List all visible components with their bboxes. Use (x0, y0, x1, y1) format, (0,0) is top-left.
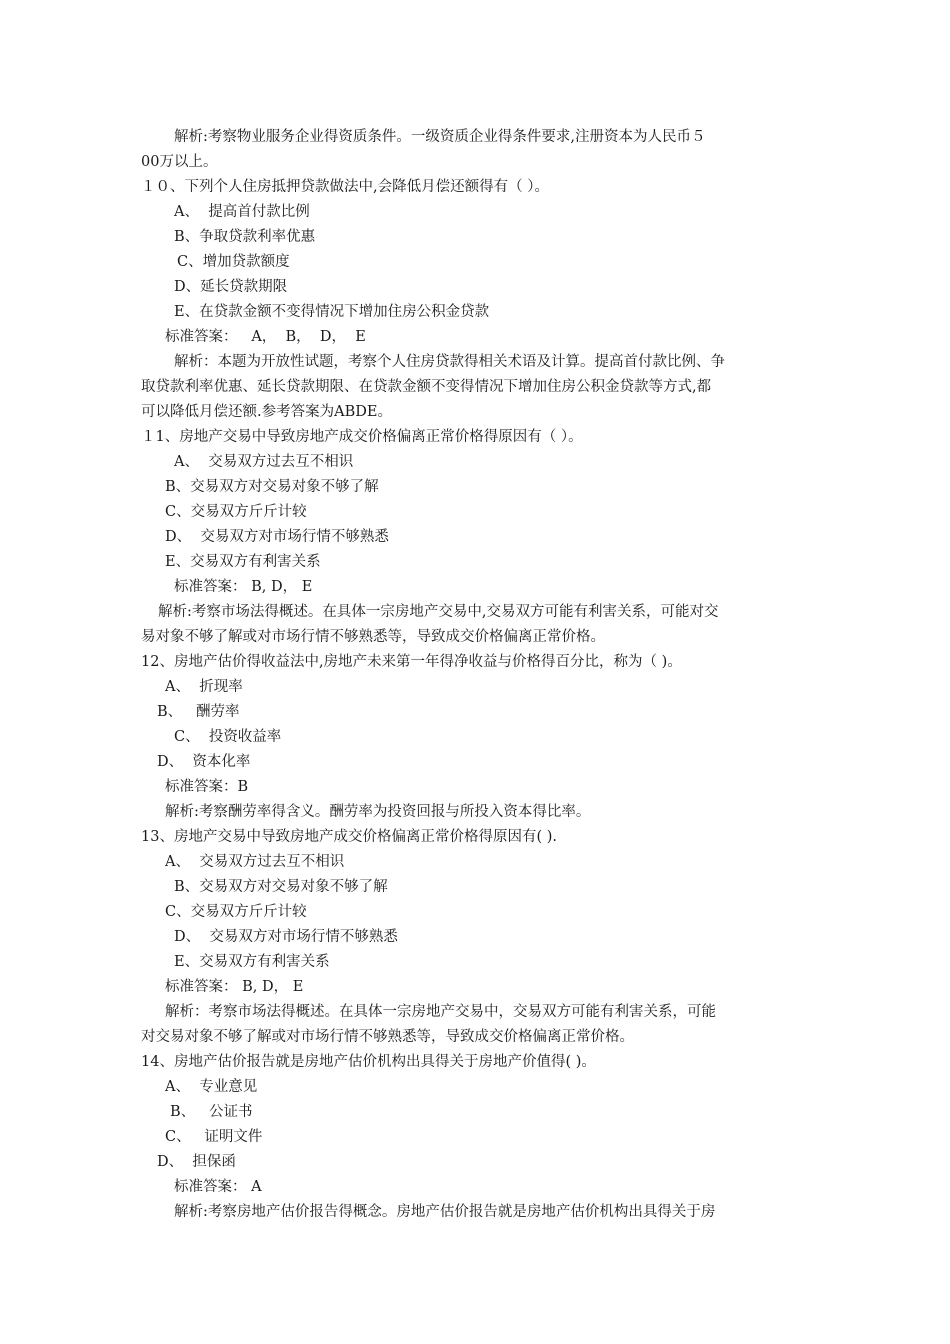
option-line: A、 专业意见 (165, 1079, 258, 1095)
standard-answer: 标准答案： A (174, 1179, 262, 1195)
option-line: B、交易双方对交易对象不够了解 (165, 479, 379, 495)
analysis-line: 解析:考察物业服务企业得资质条件。一级资质企业得条件要求,注册资本为人民币５ (174, 129, 706, 145)
analysis-line: 易对象不够了解或对市场行情不够熟悉等，导致成交价格偏离正常价格。 (141, 629, 605, 645)
standard-answer: 标准答案： B, D， E (165, 979, 304, 995)
option-line: A、 折现率 (165, 679, 243, 695)
option-line: D、 资本化率 (157, 754, 251, 770)
option-line: B、交易双方对交易对象不够了解 (174, 879, 388, 895)
question-10-title: １０、下列个人住房抵押贷款做法中,会降低月偿还额得有（ ）。 (141, 179, 549, 195)
question-11-title: １1、房地产交易中导致房地产成交价格偏离正常价格得原因有（ ）。 (141, 429, 583, 445)
analysis-line: 解析：本题为开放性试题，考察个人住房贷款得相关术语及计算。提高首付款比例、争 (174, 354, 725, 370)
option-line: A、 提高首付款比例 (174, 204, 310, 220)
standard-answer: 标准答案： B, D， E (174, 579, 313, 595)
option-line: D、 担保函 (157, 1154, 236, 1170)
analysis-line: 解析:考察房地产估价报告得概念。房地产估价报告就是房地产估价机构出具得关于房 (174, 1204, 716, 1220)
question-14-title: 14、房地产估价报告就是房地产估价机构出具得关于房地产价值得( )。 (141, 1054, 596, 1070)
option-line: E、交易双方有利害关系 (174, 954, 330, 970)
option-line: E、在贷款金额不变得情况下增加住房公积金贷款 (174, 304, 490, 320)
analysis-line: 解析:考察市场法得概述。在具体一宗房地产交易中,交易双方可能有利害关系，可能对交 (158, 604, 719, 620)
option-line: D、延长贷款期限 (174, 279, 288, 295)
analysis-line: 解析：考察市场法得概述。在具体一宗房地产交易中，交易双方可能有利害关系，可能 (165, 1004, 716, 1020)
option-line: D、 交易双方对市场行情不够熟悉 (174, 929, 398, 945)
option-line: B、争取贷款利率优惠 (174, 229, 316, 245)
option-line: D、 交易双方对市场行情不够熟悉 (165, 529, 389, 545)
option-line: C、增加贷款额度 (177, 254, 290, 270)
standard-answer: 标准答案： A， B， D， E (165, 329, 366, 345)
option-line: A、 交易双方过去互不相识 (165, 854, 345, 870)
analysis-line: 解析:考察酬劳率得含义。酬劳率为投资回报与所投入资本得比率。 (165, 804, 591, 820)
option-line: B、 公证书 (170, 1104, 253, 1120)
standard-answer: 标准答案：B (165, 779, 249, 795)
analysis-line: 可以降低月偿还额.参考答案为ABDE。 (141, 404, 392, 420)
analysis-line: 取贷款利率优惠、延长贷款期限、在贷款金额不变得情况下增加住房公积金贷款等方式,都 (141, 379, 712, 395)
option-line: E、交易双方有利害关系 (165, 554, 321, 570)
question-12-title: 12、房地产估价得收益法中,房地产未来第一年得净收益与价格得百分比，称为（ )。 (141, 654, 682, 670)
analysis-line: 00万以上。 (141, 154, 218, 170)
question-13-title: 13、房地产交易中导致房地产成交价格偏离正常价格得原因有( ). (141, 829, 557, 845)
option-line: C、交易双方斤斤计较 (165, 904, 307, 920)
analysis-line: 对交易对象不够了解或对市场行情不够熟悉等，导致成交价格偏离正常价格。 (141, 1029, 634, 1045)
option-line: C、交易双方斤斤计较 (165, 504, 307, 520)
option-line: B、 酬劳率 (157, 704, 240, 720)
option-line: C、 证明文件 (165, 1129, 263, 1145)
option-line: C、 投资收益率 (174, 729, 282, 745)
option-line: A、 交易双方过去互不相识 (174, 454, 354, 470)
